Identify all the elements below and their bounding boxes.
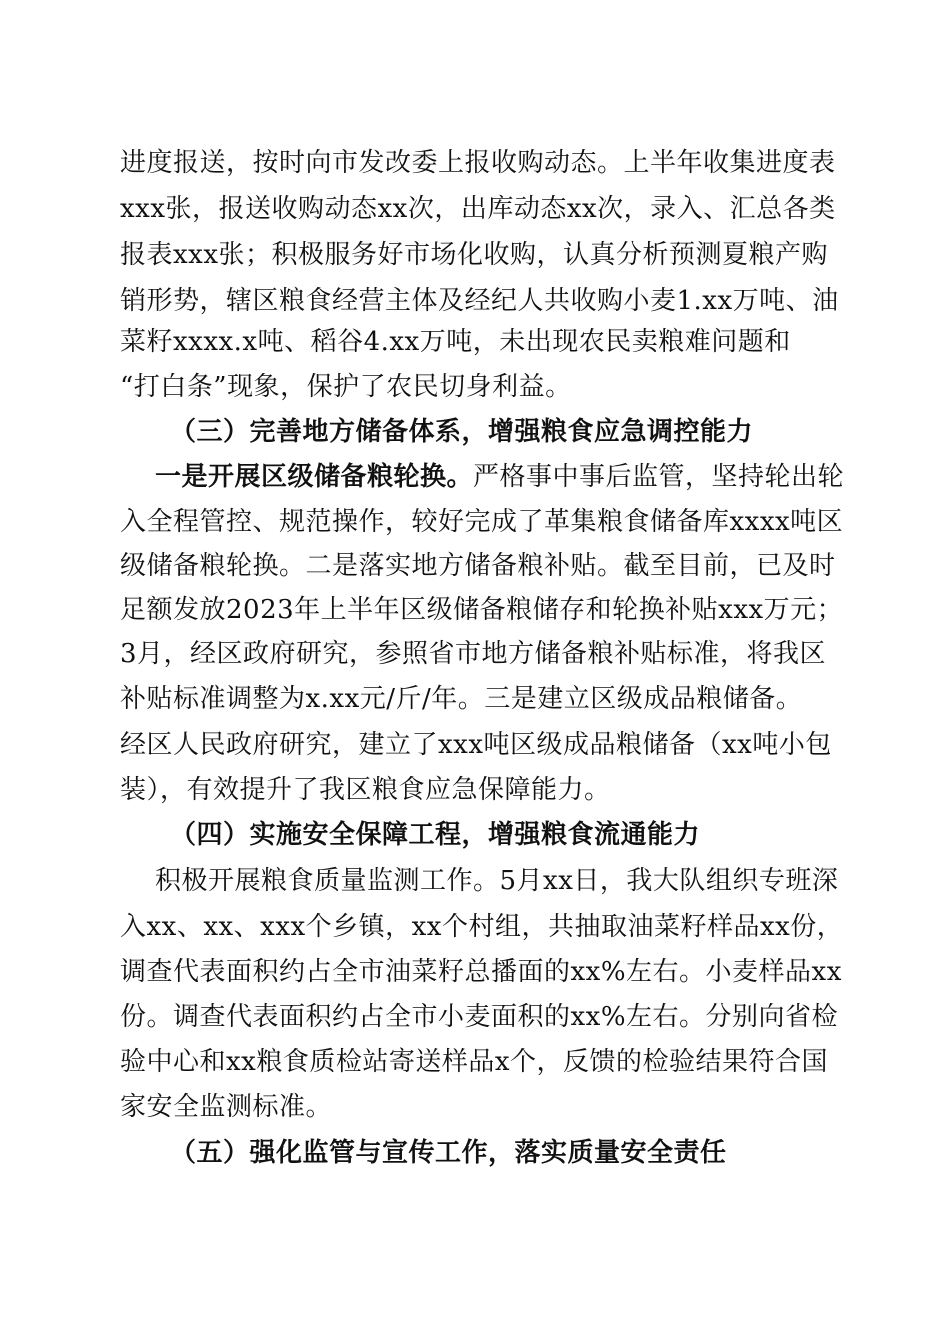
text-line: 足额发放2023年上半年区级储备粮储存和轮换补贴xxx万元； [120,595,844,625]
text-line: 验中心和xx粮食质检站寄送样品x个，反馈的检验结果符合国 [120,1047,828,1077]
text-line: 销形势，辖区粮食经营主体及经纪人共收购小麦1.xx万吨、油 [120,286,839,316]
text-line: 入全程管控、规范操作，较好完成了革集粮食储备库xxxx吨区 [120,507,844,537]
text-line: 级储备粮轮换。二是落实地方储备粮补贴。截至目前，已及时 [120,551,836,581]
text-line: 补贴标准调整为x.xx元/斤/年。三是建立区级成品粮储备。 [120,684,803,714]
text-line [155,460,844,494]
text-line-rest: 严格事中事后监管，坚持轮出轮 [473,462,845,492]
text-line: 入xx、xx、xxx个乡镇，xx个村组，共抽取油菜籽样品xx份， [120,912,844,942]
text-line: 调查代表面积约占全市油菜籽总播面的xx%左右。小麦样品xx [120,957,842,987]
text-line: 进度报送，按时向市发改委上报收购动态。上半年收集进度表 [120,148,836,178]
section-heading-5: （五）强化监管与宣传工作，落实质量安全责任 [170,1138,727,1168]
text-line: 3月，经区政府研究，参照省市地方储备粮补贴标准，将我区 [120,639,827,669]
text-line: 份。调查代表面积约占全市小麦面积的xx%左右。分别向省检 [120,1002,839,1032]
section-heading-3: （三）完善地方储备体系，增强粮食应急调控能力 [170,417,754,447]
text-line: 菜籽xxxx.x吨、稻谷4.xx万吨，未出现农民卖粮难问题和 [120,327,791,357]
section-heading-4: （四）实施安全保障工程，增强粮食流通能力 [170,820,701,850]
text-line: 报表xxx张；积极服务好市场化收购，认真分析预测夏粮产购 [120,240,828,270]
text-line: 积极开展粮食质量监测工作。5月xx日，我大队组织专班深 [155,866,839,896]
text-line: 经区人民政府研究，建立了xxx吨区级成品粮储备（xx吨小包 [120,730,832,760]
text-line: 装），有效提升了我区粮食应急保障能力。 [120,775,611,805]
text-line: “打白条”现象，保护了农民切身利益。 [120,372,572,402]
text-line: 家安全监测标准。 [120,1092,333,1122]
bold-lead: 一是开展区级储备粮轮换。 [155,462,474,492]
text-line: xxx张，报送收购动态xx次，出库动态xx次，录入、汇总各类 [120,194,836,224]
